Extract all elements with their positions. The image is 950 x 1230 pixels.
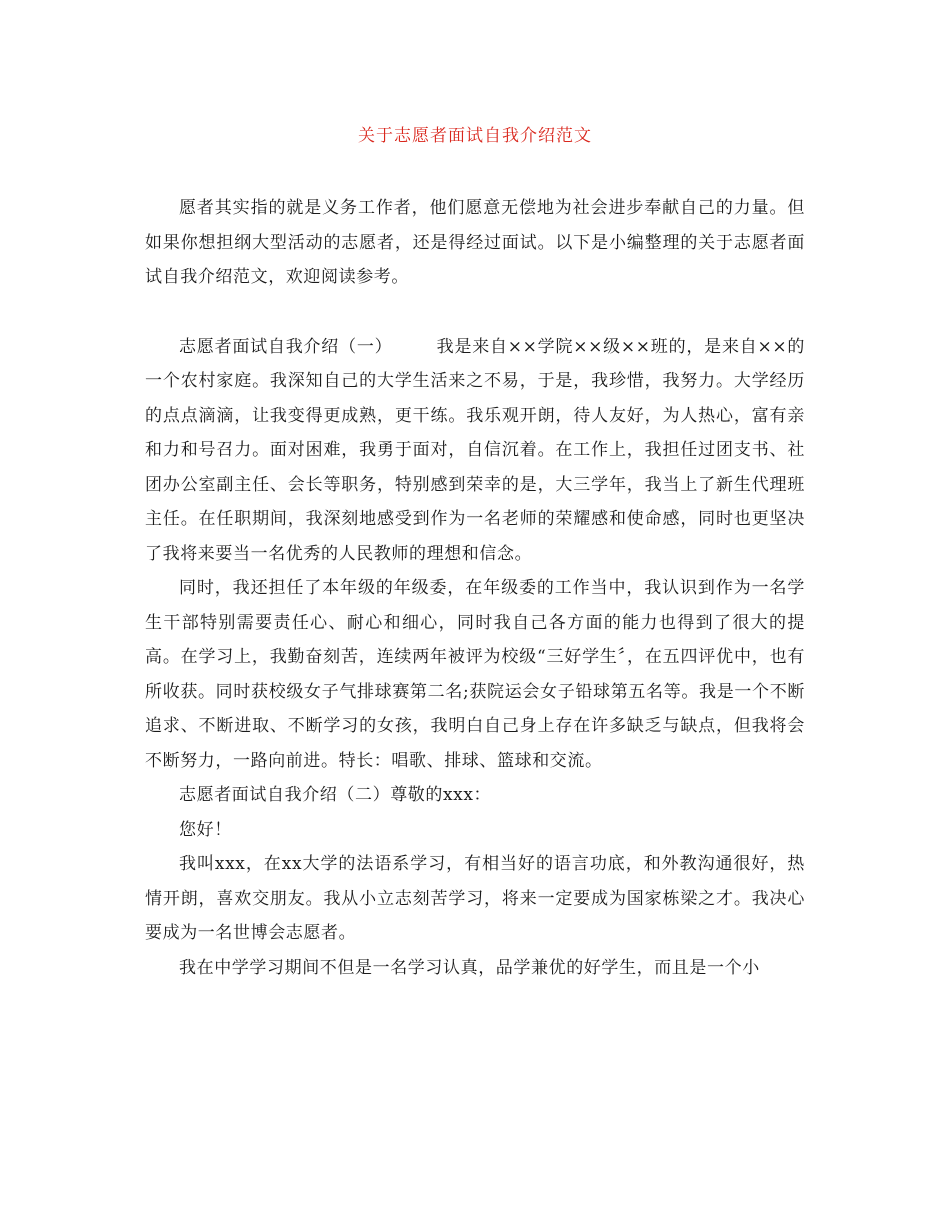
section1-heading: 志愿者面试自我介绍（一） <box>179 336 393 357</box>
section1-paragraph <box>145 330 805 572</box>
intro-paragraph: 愿者其实指的就是义务工作者，他们愿意无偿地为社会进步奉献自己的力量。但如果你想担纲大型活动的志愿者，还是得经过面试。以下是小编整理的关于志愿者面试自我介绍范文，欢迎阅读参考。 <box>145 198 805 287</box>
section2-heading: 志愿者面试自我介绍（二）尊敬的xxx： <box>179 785 492 805</box>
section1-para2: 同时，我还担任了本年级的年级委，在年级委的工作当中，我认识到作为一名学生干部特别需要责任心、耐心和细心，同时我自己各方面的能力也得到了很大的提高。在学习上，我勤奋刻苦，连续两年被评为校级“三好学生〞，在五四评优中，也有所收获。同时获校级女子气排球赛第二名;获院运会女子铅球第五名等。我是一个不断追求、不断进取、不断学习的女孩，我明白自己身上存在许多缺乏与缺点，但我将会不断努力，一路向前进。特长：唱歌、排球、篮球和交流。 <box>145 578 805 771</box>
section2-greeting: 您好！ <box>179 819 232 840</box>
section2-para1: 我叫xxx，在xx大学的法语系学习，有相当好的语言功底，和外教沟通很好，热情开朗，喜欢交朋友。我从小立志刻苦学习，将来一定要成为国家栋梁之才。我决心要成为一名世博会志愿者。 <box>145 854 805 943</box>
section2-para2: 我在中学学习期间不但是一名学习认真，品学兼优的好学生，而且是一个小 <box>179 957 760 978</box>
document-title: 关于志愿者面试自我介绍范文 <box>358 126 592 146</box>
section1-para1: 我是来自××学院××级××班的，是来自××的一个农村家庭。我深知自己的大学生活来之不易，于是，我珍惜，我努力。大学经历的点点滴滴，让我变得更成熟，更干练。我乐观开朗，待人友好，为人热心，富有亲和力和号召力。面对困难，我勇于面对，自信沉着。在工作上，我担任过团支书、社团办公室副主任、会长等职务，特别感到荣幸的是，大三学年，我当上了新生代理班主任。在任职期间，我深刻地感受到作为一名老师的荣耀感和使命感，同时也更坚决了我将来要当一名优秀的人民教师的理想和信念。 <box>145 336 806 564</box>
document-body <box>145 191 805 985</box>
